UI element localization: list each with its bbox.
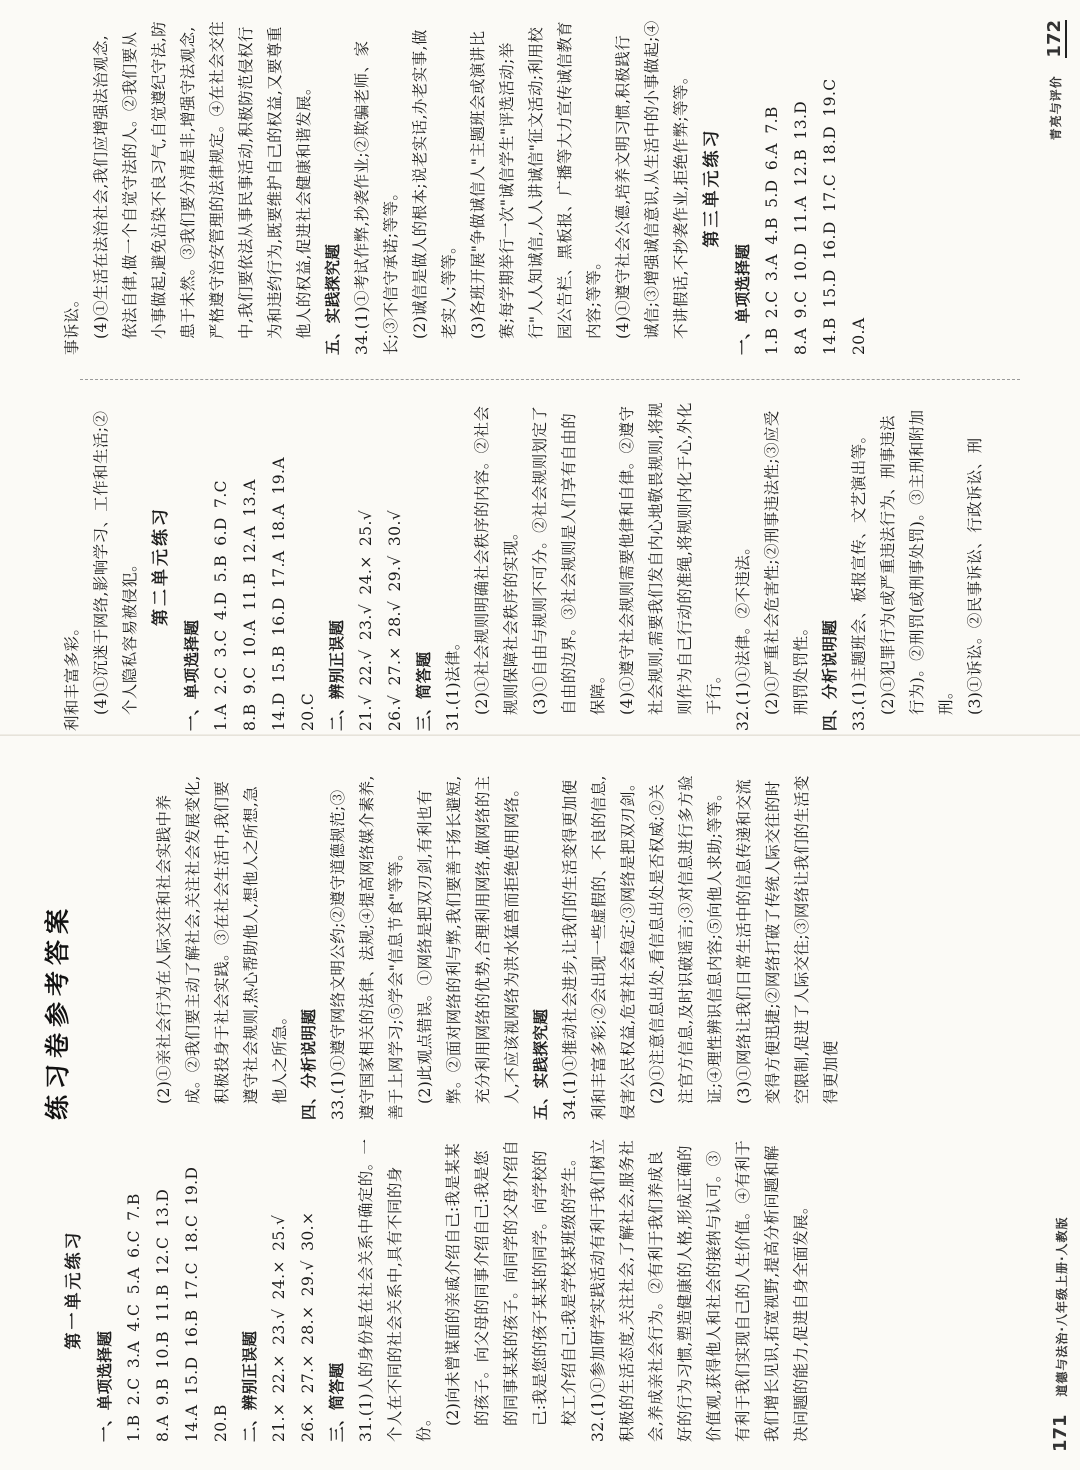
answer-paragraph: 34.(1)①推动社会进步,让我们的生活变得更加便利和丰富多彩;②会出现一些虚假的、不良的信息,侵害公民权益,危害社会稳定;③网络是把双刃剑。 (561, 775, 637, 1120)
unit-heading: 第二单元练习 (151, 506, 171, 626)
answer-paragraph: (2)①犯罪行为(或严重违法行为、刑事违法行为)。②刑罚(或刑事处罚)。③主刑和附加刑。 (879, 409, 955, 715)
answer-paragraph: 33.(1)主题班会、板报宣传、文艺演出等。 (850, 427, 868, 731)
footer-left (1050, 1216, 1071, 1452)
column-divider-dashed (80, 379, 1020, 380)
footer-series-title: 青亮与评价 (1049, 75, 1063, 141)
choice-answers: 26.× 27.× 28.× 29.√ 30.× (299, 1211, 317, 1442)
answer-paragraph: (2)①社会规则明确社会秩序的内容。②社会规则保障社会秩序的实现。 (473, 405, 520, 715)
choice-answers: 8.A 9.C 10.D 11.A 12.B 13.D (792, 100, 810, 355)
answer-paragraph: (2)①亲社会行为在人际交往和社会实践中养成。②我们要主动了解社会,关注社会发展变化,积极投身于社会实践。③在社会生活中,我们要遵守社会规则,热心帮助他人,想他人之所想,急他人之所急。 (155, 775, 289, 1104)
page-number-right: 172 (1044, 20, 1065, 58)
choice-answers: 8.B 9.C 10.A 11.B 12.A 13.A (241, 479, 259, 731)
answer-paragraph: (3)各班开展"争做诚信人"主题班会或演讲比赛;每学期举行一次"诚信学生"评选活动;举行"人人知诚信,人人讲诚信"征文活动;利用校园公告栏、黑板报、广播等大力宣传诚信教育内容;等等。 (469, 20, 603, 339)
section-heading: 四、分析说明题 (821, 619, 839, 731)
choice-answers: 14.B 15.D 16.D 17.C 18.D 19.C (821, 78, 839, 355)
answer-paragraph: (3)①自由与规则不可分。②社会规则划定了自由的边界。③社会规则是人们享有自由的保障。 (531, 405, 607, 715)
page-left (0, 735, 1080, 1470)
right-page-column-1 (58, 401, 1043, 731)
page-number-left: 171 (1050, 1414, 1071, 1452)
left-page-column-2 (150, 775, 1040, 1120)
answer-paragraph: (2)诚信是做人的根本;说老实话,办老实事,做老实人;等等。 (411, 29, 458, 339)
answer-paragraph: 事诉讼。 (63, 291, 81, 355)
answer-paragraph: (2)①严重社会危害性;②刑事违法性;③应受刑罚处罚性。 (763, 410, 810, 715)
choice-answers: 8.A 9.B 10.B 11.B 12.C 13.D (154, 1188, 172, 1442)
answer-paragraph: (3)①诉讼。②民事诉讼、行政诉讼、刑 (966, 437, 984, 715)
answer-paragraph: (3)①网络让我们日常生活中的信息传递和交流变得方便迅捷;②网络打破了传统人际交往的时空限制,促进了人际交往;③网络让我们的生活变得更加便 (735, 775, 840, 1104)
choice-answers: 20.A (850, 317, 868, 355)
section-heading: 五、实践探究题 (324, 243, 342, 355)
answer-paragraph: 34.(1)①考试作弊,抄袭作业;②欺骗老师、家长;③不信守承诺;等等。 (353, 40, 400, 355)
section-heading: 一、单项选择题 (183, 619, 201, 731)
unit-heading: 第一单元练习 (64, 1229, 84, 1350)
answer-paragraph: (4)①遵守社会规则需要他律和自律。②遵守社会规则,需要我们发自内心地敬畏规则,将规则作为自己行动的准绳,将规则内化于心,外化于行。 (618, 402, 723, 715)
answer-paragraph: 利和丰富多彩。 (63, 619, 81, 731)
section-heading: 三、简答题 (328, 1362, 346, 1442)
answer-paragraph: (2)①注意信息出处,看信息出处是否权威;②关注官方信息,及时识破谣言;③对信息进行多方验证;④理性辨识信息内容;⑤向他人求助;等等。 (648, 775, 724, 1104)
unit-heading: 第三单元练习 (702, 127, 722, 248)
right-page-column-2 (58, 20, 1043, 355)
answer-paragraph: (4)①遵守社会公德,培养文明习惯,积极践行诚信;③增强诚信意识,从生活中的小事做起;④不讲假话,不抄袭作业,拒绝作弊;等等。 (614, 20, 690, 339)
section-heading: 三、简答题 (415, 651, 433, 731)
choice-answers: 20.C (299, 692, 317, 731)
answer-paragraph: 31.(1)人的身份是在社会关系中确定的。一个人在不同的社会关系中,具有不同的身份。 (357, 1138, 433, 1442)
answer-paragraph: (2)此观点错误。①网络是把双刃剑,有利也有弊。②面对网络的利与弊,我们要善于扬长避短,充分利用网络的优势,合理利用网络,做网络的主人,不应该视网络为洪水猛兽而拒绝使用网络。 (416, 775, 521, 1104)
answer-paragraph: (4)①生活在法治社会,我们应增强法治观念,依法自律,做一个自觉守法的人。②我们要从小事做起,避免沾染不良习气,自觉遵纪守法,防患于未然。③我们要分清是非,增强守法观念,严格遵守治安管理的法律规定。④在社会交往中,我们要依法从事民事活动,积极防范侵权行为和违约行为,既要维护自己的权益,又要尊重他人的权益,促进社会健康和谐发展。 (92, 20, 313, 339)
choice-answers: 21.√ 22.√ 23.√ 24.× 25.√ (357, 509, 375, 731)
choice-answers: 14.D 15.B 16.D 17.A 18.A 19.A (270, 457, 288, 731)
section-heading: 一、单项选择题 (96, 1330, 114, 1442)
answer-paragraph: (4)①沉迷于网络,影响学习、工作和生活;②个人隐私容易被侵犯。 (92, 410, 139, 715)
choice-answers: 1.B 2.C 3.A 4.B 5.D 6.A 7.B (763, 106, 781, 355)
footer-book-title: 道德与法治·八年级上册·人教版 (1055, 1216, 1069, 1397)
page-title: 练习卷参考答案 (43, 902, 72, 1120)
choice-answers: 21.× 22.× 23.√ 24.× 25.√ (270, 1214, 288, 1442)
answer-paragraph: 32.(1)①法律。②不违法。 (734, 538, 752, 731)
section-heading: 五、实践探究题 (532, 1008, 550, 1120)
answer-paragraph: 32.(1)①参加研学实践活动有利于我们树立积极的生活态度,关注社会,了解社会,服务社会,养成亲社会行为。②有利于我们养成良好的行为习惯,塑造健康的人格,形成正确的价值观,获得他人和社会的接纳与认可。③有利于我们实现自己的人生价值。④有利于我们增长见识,拓宽视野,提高分析问题和解决问题的能力,促进自身全面发展。 (589, 1138, 810, 1442)
answer-paragraph: (2)向未曾谋面的亲戚介绍自己:我是某某的孩子。向父母的同事介绍自己:我是您的同事某某的孩子。向同学的父母介绍自己:我是您的孩子某某的同学。向学校的校工介绍自己:我是学校某班级的学生。 (444, 1139, 578, 1426)
section-heading: 二、辨别正误题 (241, 1330, 259, 1442)
section-heading: 四、分析说明题 (300, 1008, 318, 1120)
choice-answers: 1.B 2.C 3.A 4.C 5.A 6.C 7.B (125, 1193, 143, 1442)
choice-answers: 1.A 2.C 3.C 4.D 5.B 6.D 7.C (212, 480, 230, 731)
choice-answers: 14.A 15.D 16.B 17.C 18.C 19.D (183, 1166, 201, 1442)
section-heading: 二、辨别正误题 (328, 619, 346, 731)
answer-paragraph: 33.(1)①遵守网络文明公约;②遵守道德规范;③遵守国家相关的法律、法规;④提高网络媒介素养,善于上网学习;⑤学会"信息节食"等等。 (329, 775, 405, 1120)
choice-answers: 20.B (212, 1404, 230, 1442)
answer-paragraph: 31.(1)法律。 (444, 634, 462, 731)
section-heading: 一、单项选择题 (734, 243, 752, 355)
left-page-column-1 (58, 1137, 1043, 1442)
footer-right (1044, 20, 1065, 140)
choice-answers: 26.√ 27.× 28.√ 29.√ 30.√ (386, 509, 404, 731)
